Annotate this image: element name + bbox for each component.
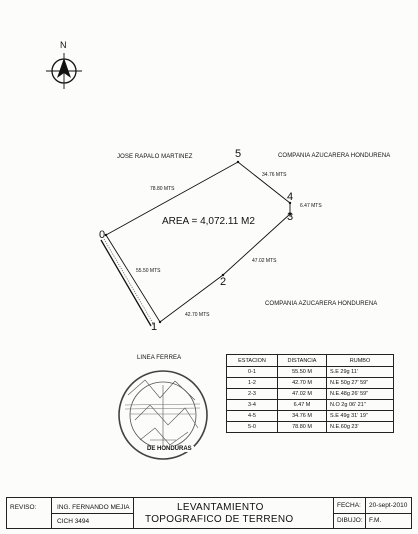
stamp-text: DE HONDURAS bbox=[147, 446, 192, 452]
table-cell: 78.80 M bbox=[278, 422, 327, 433]
table-header-row bbox=[227, 355, 394, 367]
survey-table bbox=[226, 354, 394, 433]
dibujo-label: DIBUJO: bbox=[337, 517, 363, 524]
north-arrow-icon bbox=[46, 53, 82, 89]
fecha-value: 20-sept-2010 bbox=[369, 502, 408, 509]
table-row bbox=[227, 378, 394, 389]
vertex-label-2: 2 bbox=[220, 276, 227, 288]
side-length-5-0: 78.80 MTS bbox=[150, 186, 175, 192]
owner-northwest-label: JOSE RAPALO MARTINEZ bbox=[117, 154, 193, 160]
table-row bbox=[227, 422, 394, 433]
table-cell: N.E 50g 27' 59" bbox=[327, 378, 394, 389]
table-cell: 2-3 bbox=[227, 389, 278, 400]
vertex-label-5: 5 bbox=[235, 148, 242, 160]
table-cell: S.E 49g 31' 19" bbox=[327, 411, 394, 422]
cich-number: CICH 3494 bbox=[57, 518, 90, 525]
vertex-label-3: 3 bbox=[287, 211, 294, 223]
title-block-divider bbox=[51, 513, 133, 514]
table-cell: 1-2 bbox=[227, 378, 278, 389]
north-letter: N bbox=[60, 40, 67, 50]
owner-northeast-label: COMPANIA AZUCARERA HONDURENA bbox=[278, 153, 391, 159]
engineer-name: ING. FERNANDO MEJIA bbox=[57, 504, 130, 511]
table-cell: 5-0 bbox=[227, 422, 278, 433]
vertex-label-1: 1 bbox=[151, 321, 158, 333]
side-length-1-2: 42.70 MTS bbox=[185, 312, 210, 318]
table-header-distancia: DISTANCIA bbox=[278, 355, 327, 367]
title-block-divider bbox=[133, 498, 134, 528]
side-length-5-4: 34.76 MTS bbox=[262, 172, 287, 178]
title-block-divider bbox=[333, 513, 411, 514]
railway-label: LINEA FERREA bbox=[137, 355, 182, 361]
owner-east-label: COMPANIA AZUCARERA HONDURENA bbox=[265, 301, 378, 307]
table-cell: 42.70 M bbox=[278, 378, 327, 389]
table-cell: 3-4 bbox=[227, 400, 278, 411]
title-block bbox=[6, 497, 412, 529]
dibujo-value: F.M. bbox=[369, 517, 382, 524]
table-row bbox=[227, 411, 394, 422]
side-length-0-1: 55.50 MTS bbox=[136, 268, 161, 274]
table-cell: N.O 2g 06' 21" bbox=[327, 400, 394, 411]
table-cell: S.E 29g 11' bbox=[327, 367, 394, 378]
property-boundary bbox=[106, 162, 290, 322]
table-cell: 6.47 M bbox=[278, 400, 327, 411]
table-cell: 4-5 bbox=[227, 411, 278, 422]
table-cell: 34.76 M bbox=[278, 411, 327, 422]
table-row bbox=[227, 389, 394, 400]
reviso-label: REVISO: bbox=[10, 504, 37, 511]
sheet-title-line1: LEVANTAMIENTO bbox=[177, 502, 264, 513]
table-cell: N.E.60g 23' bbox=[327, 422, 394, 433]
side-length-3-2: 47.02 MTS bbox=[252, 258, 277, 264]
sheet-title-line2: TOPOGRAFICO DE TERRENO bbox=[145, 514, 294, 525]
side-length-4-3: 6.47 MTS bbox=[300, 203, 322, 209]
vertex-points bbox=[105, 161, 294, 323]
table-cell: 0-1 bbox=[227, 367, 278, 378]
table-cell: N.E.48g 26' 59" bbox=[327, 389, 394, 400]
table-cell: 47.02 M bbox=[278, 389, 327, 400]
railway-line bbox=[101, 239, 154, 326]
table-cell: 55.50 M bbox=[278, 367, 327, 378]
table-header-estacion: ESTACION bbox=[227, 355, 278, 367]
fecha-label: FECHA: bbox=[337, 502, 361, 509]
vertex-label-4: 4 bbox=[287, 191, 294, 203]
table-row bbox=[227, 367, 394, 378]
area-label: AREA = 4,072.11 M2 bbox=[162, 216, 255, 227]
vertex-label-0: 0 bbox=[99, 229, 106, 241]
table-header-rumbo: RUMBO bbox=[327, 355, 394, 367]
table-row bbox=[227, 400, 394, 411]
